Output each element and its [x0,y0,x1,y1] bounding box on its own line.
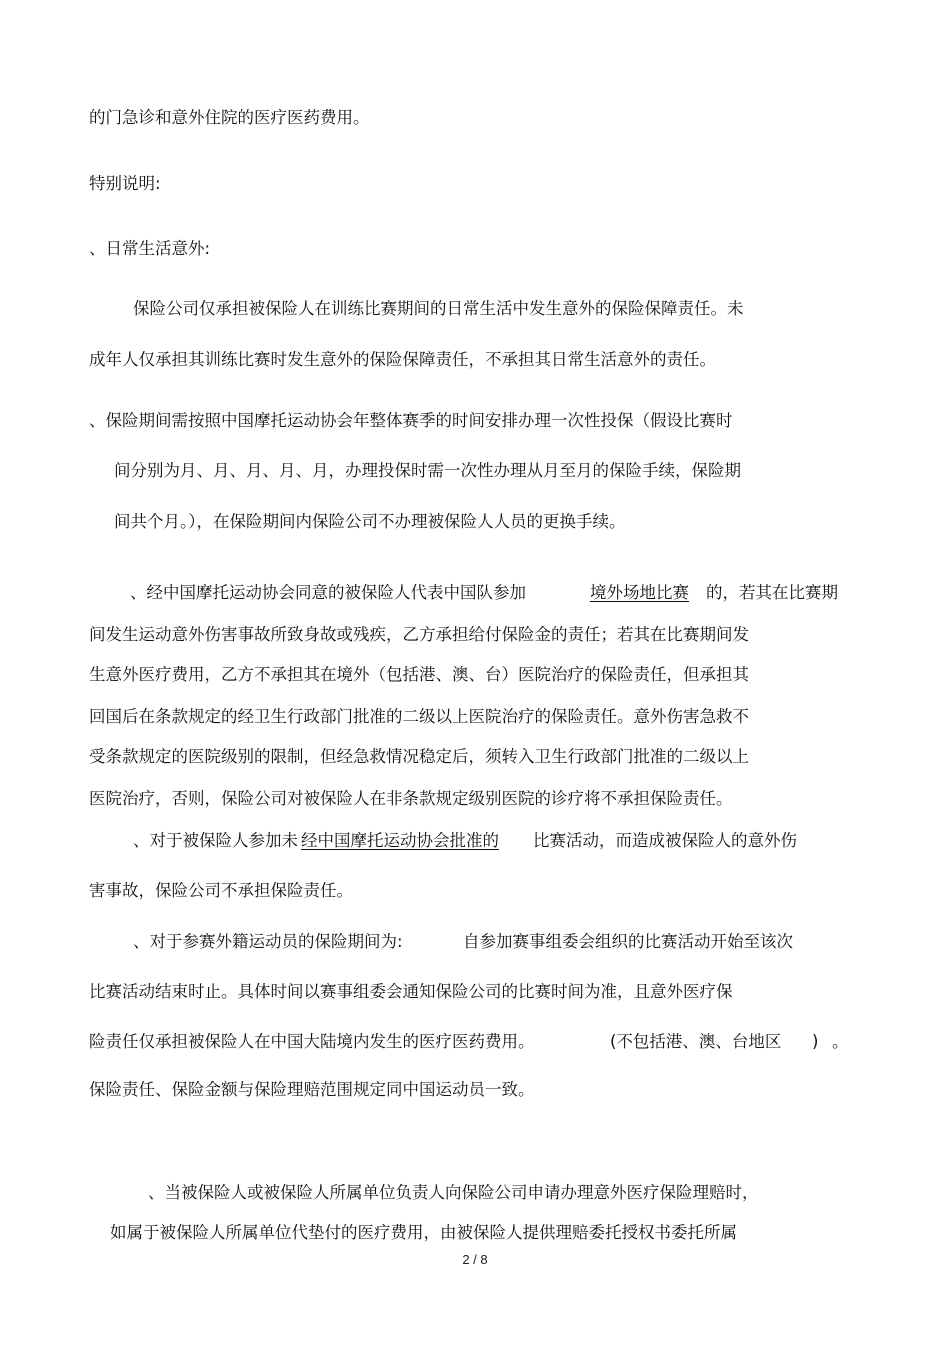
paragraph-line: 保险责任、保险金额与保险理赔范围规定同中国运动员一致。 [89,1080,535,1099]
paragraph-line: 、当被保险人或被保险人所属单位负责人向保险公司申请办理意外医疗保险理赔时， [148,1183,759,1202]
line-text: 险责任仅承担被保险人在中国大陆境内发生的医疗医药费用。 [89,1032,535,1051]
item-heading: 、日常生活意外: [89,239,211,258]
paragraph-line: 生意外医疗费用，乙方不承担其在境外（包括港、澳、台）医院治疗的保险责任，但承担其 [89,665,749,684]
line-text: 的，若其在比赛期 [706,583,838,602]
line-text: 、经中国摩托运动协会同意的被保险人代表中国队参加 [130,583,526,602]
paragraph-line: 害事故，保险公司不承担保险责任。 [89,881,353,900]
paragraph-line: 医院治疗，否则，保险公司对被保险人在非条款规定级别医院的诊疗将不承担保险责任。 [89,789,733,808]
underlined-text: 经中国摩托运动协会批准的 [301,831,499,850]
paragraph-line: 回国后在条款规定的经卫生行政部门批准的二级以上医院治疗的保险责任。意外伤害急救不 [89,707,749,726]
line-text: ) [812,1032,819,1051]
paragraph-line: 、保险期间需按照中国摩托运动协会年整体赛季的时间安排办理一次性投保（假设比赛时 [89,411,733,430]
paragraph-line [130,582,526,604]
line-text: 比赛活动，而造成被保险人的意外伤 [533,831,797,850]
paragraph-line: 如属于被保险人所属单位代垫付的医疗费用，由被保险人提供理赔委托授权书委托所属 [110,1223,737,1242]
paragraph-line: 受条款规定的医院级别的限制，但经急救情况稳定后，须转入卫生行政部门批准的二级以上 [89,747,749,766]
line-text: 。 [832,1032,849,1051]
section-heading: 特别说明: [89,174,161,193]
paragraph-line: 间分别为月、月、月、月、月，办理投保时需一次性办理从月至月的保险手续，保险期 [114,461,741,480]
line-text: 、对于被保险人参加未 [133,831,298,850]
paragraph-line: 间共个月。），在保险期间内保险公司不办理被保险人人员的更换手续。 [114,512,626,531]
underlined-text: 境外场地比赛 [590,583,689,602]
line-text: 、对于参赛外籍运动员的保险期间为: [133,932,403,951]
paragraph-line: 比赛活动结束时止。具体时间以赛事组委会通知保险公司的比赛时间为准，且意外医疗保 [89,982,733,1001]
paragraph-line: 的门急诊和意外住院的医疗医药费用。 [89,108,370,127]
paragraph-line: 保险公司仅承担被保险人在训练比赛期间的日常生活中发生意外的保险保障责任。未 [133,299,744,318]
line-text: (不包括港、澳、台地区 [610,1032,782,1051]
paragraph-line: 成年人仅承担其训练比赛时发生意外的保险保障责任，不承担其日常生活意外的责任。 [89,350,716,369]
paragraph-line: 间发生运动意外伤害事故所致身故或残疾，乙方承担给付保险金的责任；若其在比赛期间发 [89,625,749,644]
line-text: 自参加赛事组委会组织的比赛活动开始至该次 [463,932,793,951]
page-number: 2 / 8 [462,1252,488,1267]
